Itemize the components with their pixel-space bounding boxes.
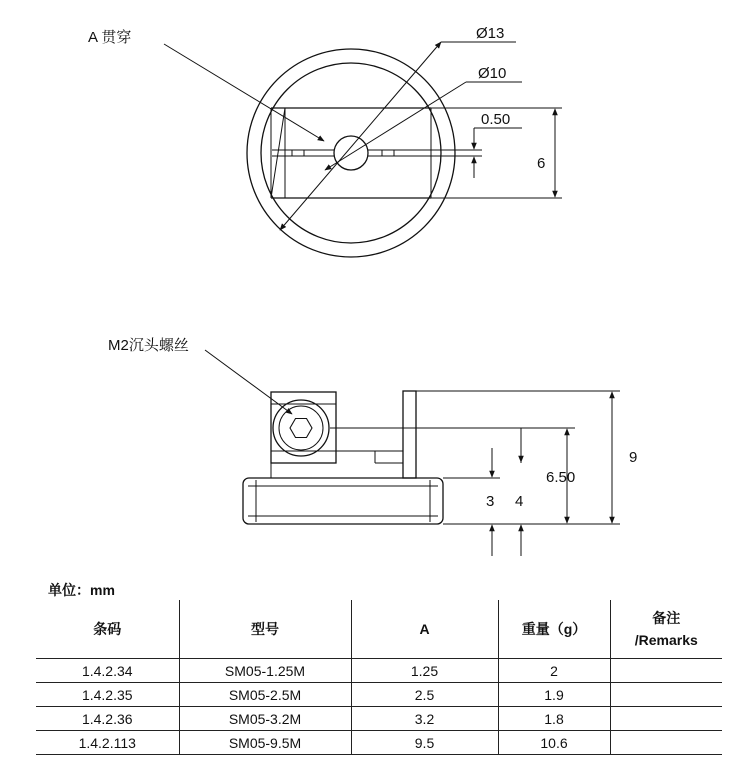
dim-mid: 6.50 <box>546 469 576 486</box>
spec-table <box>36 600 722 755</box>
cell-remarks <box>610 731 722 755</box>
clamp-block <box>271 392 336 463</box>
dim-a: 3 <box>486 493 495 510</box>
cell-code: 1.4.2.113 <box>36 731 179 755</box>
header-weight: 重量（g） <box>498 600 610 659</box>
cell-model: SM05-2.5M <box>179 683 351 707</box>
cell-a: 3.2 <box>351 707 498 731</box>
cell-code: 1.4.2.34 <box>36 659 179 683</box>
cell-weight: 1.9 <box>498 683 610 707</box>
label-screw: M2沉头螺丝 <box>108 337 189 354</box>
dim-total: 9 <box>629 449 638 466</box>
dim-inner-dia: Ø10 <box>478 65 507 82</box>
cell-remarks <box>610 683 722 707</box>
cell-weight: 2 <box>498 659 610 683</box>
dim-height: 6 <box>537 155 546 172</box>
table-row <box>36 683 722 707</box>
cell-code: 1.4.2.35 <box>36 683 179 707</box>
table-row <box>36 659 722 683</box>
label-through: A 贯穿 <box>88 29 132 46</box>
table-header-row <box>36 600 722 659</box>
header-code: 条码 <box>36 600 179 659</box>
dim-slot: 0.50 <box>481 111 511 128</box>
cell-a: 1.25 <box>351 659 498 683</box>
knurled-base <box>243 478 443 524</box>
screw-head <box>273 400 329 456</box>
dim-outer-dia: Ø13 <box>476 25 505 42</box>
post <box>403 391 416 478</box>
header-remarks-cn: 备注 <box>652 610 681 626</box>
header-remarks-en: /Remarks <box>634 632 698 648</box>
cell-a: 9.5 <box>351 731 498 755</box>
cell-model: SM05-3.2M <box>179 707 351 731</box>
header-remarks <box>610 600 722 659</box>
table-row <box>36 707 722 731</box>
cell-a: 2.5 <box>351 683 498 707</box>
cell-weight: 10.6 <box>498 731 610 755</box>
cell-weight: 1.8 <box>498 707 610 731</box>
cell-model: SM05-1.25M <box>179 659 351 683</box>
dim-b: 4 <box>515 493 524 510</box>
cell-code: 1.4.2.36 <box>36 707 179 731</box>
hex-socket <box>290 419 312 438</box>
cell-model: SM05-9.5M <box>179 731 351 755</box>
header-model: 型号 <box>179 600 351 659</box>
header-a: A <box>351 600 498 659</box>
table-row <box>36 731 722 755</box>
cell-remarks <box>610 707 722 731</box>
side-view <box>205 350 620 556</box>
unit-label: 单位：mm <box>48 582 115 598</box>
cell-remarks <box>610 659 722 683</box>
through-hole <box>334 136 368 170</box>
